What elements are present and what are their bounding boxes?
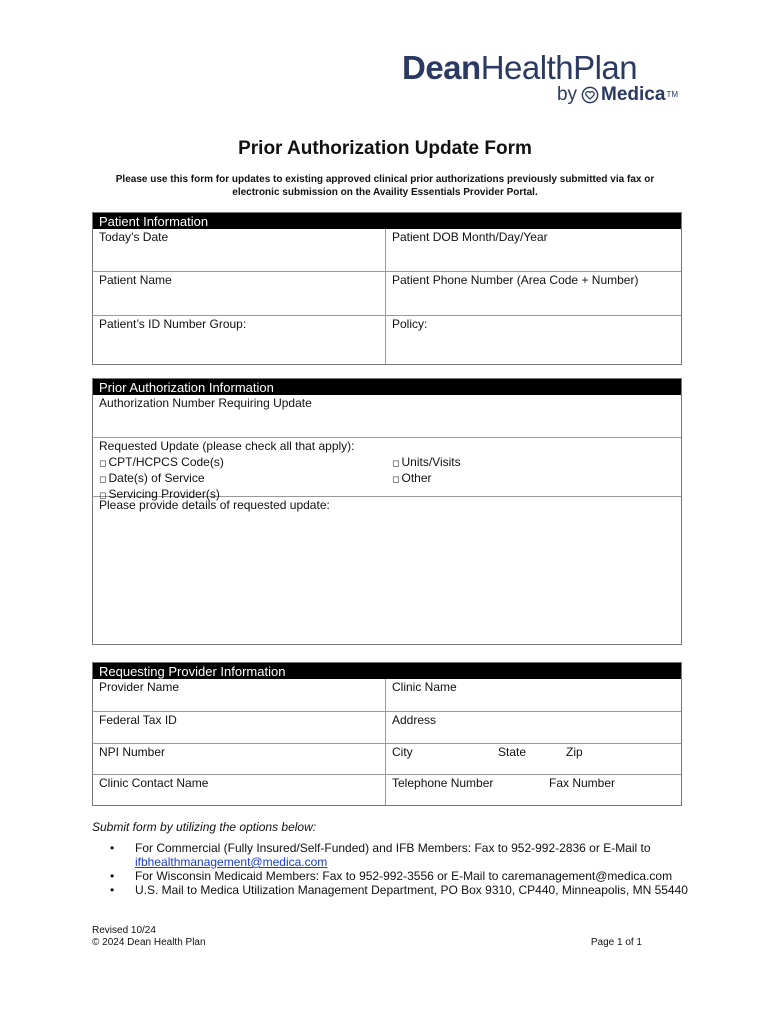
submit-options-title: Submit form by utilizing the options below: <box>92 820 317 834</box>
requested-update-options <box>93 455 681 503</box>
city-state-zip-cell <box>386 744 679 774</box>
clinic-name-field[interactable]: Clinic Name <box>392 680 457 694</box>
logo-by: by <box>556 84 578 105</box>
clinic-contact-name-field[interactable]: Clinic Contact Name <box>93 775 386 805</box>
list-item <box>110 869 710 883</box>
patient-phone-field[interactable]: Patient Phone Number (Area Code + Number) <box>392 273 639 287</box>
checkbox-label: Other <box>401 471 432 485</box>
todays-date-field[interactable]: Today’s Date <box>93 229 386 271</box>
checkbox-units-visits[interactable] <box>386 455 679 471</box>
phone-fax-cell <box>386 775 679 805</box>
medica-heart-icon <box>581 86 599 104</box>
provider-name-field[interactable]: Provider Name <box>93 679 386 711</box>
patient-information-section <box>92 212 682 365</box>
submit-option-wisconsin-medicaid: For Wisconsin Medicaid Members: Fax to 952-992-3556 or E-Mail to caremanagement@medica.com <box>135 869 673 883</box>
zip-field[interactable]: Zip <box>566 745 583 759</box>
bullet-glyph: • <box>110 883 115 897</box>
checkbox-label: Date(s) of Service <box>108 471 205 485</box>
checkbox-cpt-hcpcs[interactable] <box>93 455 386 471</box>
checkbox-icon[interactable]: ◻ <box>99 458 107 468</box>
federal-tax-id-field[interactable]: Federal Tax ID <box>93 712 386 743</box>
submit-option-commercial <box>135 841 651 869</box>
patient-dob-field[interactable]: Patient DOB Month/Day/Year <box>392 230 548 244</box>
logo-by-medica <box>557 84 678 106</box>
submit-option-us-mail: U.S. Mail to Medica Utilization Management Department, PO Box 9310, CP440, Minneapolis, MN 55440 <box>135 883 688 897</box>
bullet-glyph: • <box>110 841 115 855</box>
patient-id-group-field[interactable]: Patient’s ID Number Group: <box>93 316 386 364</box>
requested-update-label: Requested Update (please check all that apply): <box>99 439 355 453</box>
checkbox-icon[interactable]: ◻ <box>99 474 107 484</box>
submit-option-commercial-text: For Commercial (Fully Insured/Self-Funded) and IFB Members: Fax to 952-992-2836 or E-Mail to <box>135 841 651 855</box>
patient-row-1 <box>93 229 681 271</box>
checkbox-label: CPT/HCPCS Code(s) <box>108 455 224 469</box>
requested-update-row <box>93 437 681 501</box>
list-item <box>110 883 710 897</box>
page-number: Page 1 of 1 <box>590 937 642 948</box>
auth-number-row <box>93 395 681 437</box>
options-left-column <box>93 455 386 503</box>
patient-row-2 <box>93 271 681 315</box>
footer-left <box>92 925 206 949</box>
provider-row-2 <box>93 711 681 743</box>
checkbox-other[interactable] <box>386 471 679 487</box>
prior-authorization-header: Prior Authorization Information <box>93 379 681 395</box>
prior-authorization-section <box>92 378 682 645</box>
logo-dean: Dean <box>402 49 481 86</box>
city-field[interactable]: City <box>392 745 413 759</box>
list-item <box>110 841 710 869</box>
revised-date: Revised 10/24 <box>92 925 156 936</box>
logo-medica: Medica <box>601 84 666 105</box>
policy-field[interactable]: Policy: <box>392 317 428 331</box>
checkbox-icon[interactable]: ◻ <box>392 474 400 484</box>
patient-row-3 <box>93 315 681 364</box>
submit-options-list <box>110 841 710 897</box>
logo-tm: TM <box>666 90 678 99</box>
fax-number-field[interactable]: Fax Number <box>549 776 616 790</box>
checkbox-label: Servicing Provider(s) <box>108 487 220 501</box>
bullet-glyph: • <box>110 869 115 883</box>
telephone-number-field[interactable]: Telephone Number <box>392 776 494 790</box>
copyright: © 2024 Dean Health Plan <box>92 937 206 948</box>
checkbox-icon[interactable]: ◻ <box>99 490 107 500</box>
options-right-column <box>386 455 679 503</box>
checkbox-icon[interactable]: ◻ <box>392 458 400 468</box>
state-field[interactable]: State <box>498 745 527 759</box>
checkbox-dates-of-service[interactable] <box>93 471 386 487</box>
details-row <box>93 496 681 644</box>
patient-information-header: Patient Information <box>93 213 681 229</box>
provider-row-1 <box>93 679 681 711</box>
dean-health-plan-logo <box>402 50 692 110</box>
update-details-field[interactable]: Please provide details of requested update: <box>99 498 330 512</box>
provider-row-4 <box>93 774 681 805</box>
provider-row-3 <box>93 743 681 774</box>
address-field[interactable]: Address <box>392 713 437 727</box>
logo-wordmark <box>402 50 637 86</box>
checkbox-label: Units/Visits <box>401 455 461 469</box>
requesting-provider-section <box>92 662 682 806</box>
authorization-number-field[interactable]: Authorization Number Requiring Update <box>99 396 312 410</box>
logo-healthplan: HealthPlan <box>480 49 638 86</box>
form-title: Prior Authorization Update Form <box>238 138 532 159</box>
requesting-provider-header: Requesting Provider Information <box>93 663 681 679</box>
ifb-email-link[interactable]: ifbhealthmanagement@medica.com <box>135 855 328 869</box>
form-subtitle: Please use this form for updates to existing approved clinical prior authorizations previously submitted via fax or electronic submission on the Availity Essentials Provider Portal. <box>115 174 655 198</box>
patient-name-field[interactable]: Patient Name <box>93 272 386 315</box>
npi-number-field[interactable]: NPI Number <box>93 744 386 774</box>
